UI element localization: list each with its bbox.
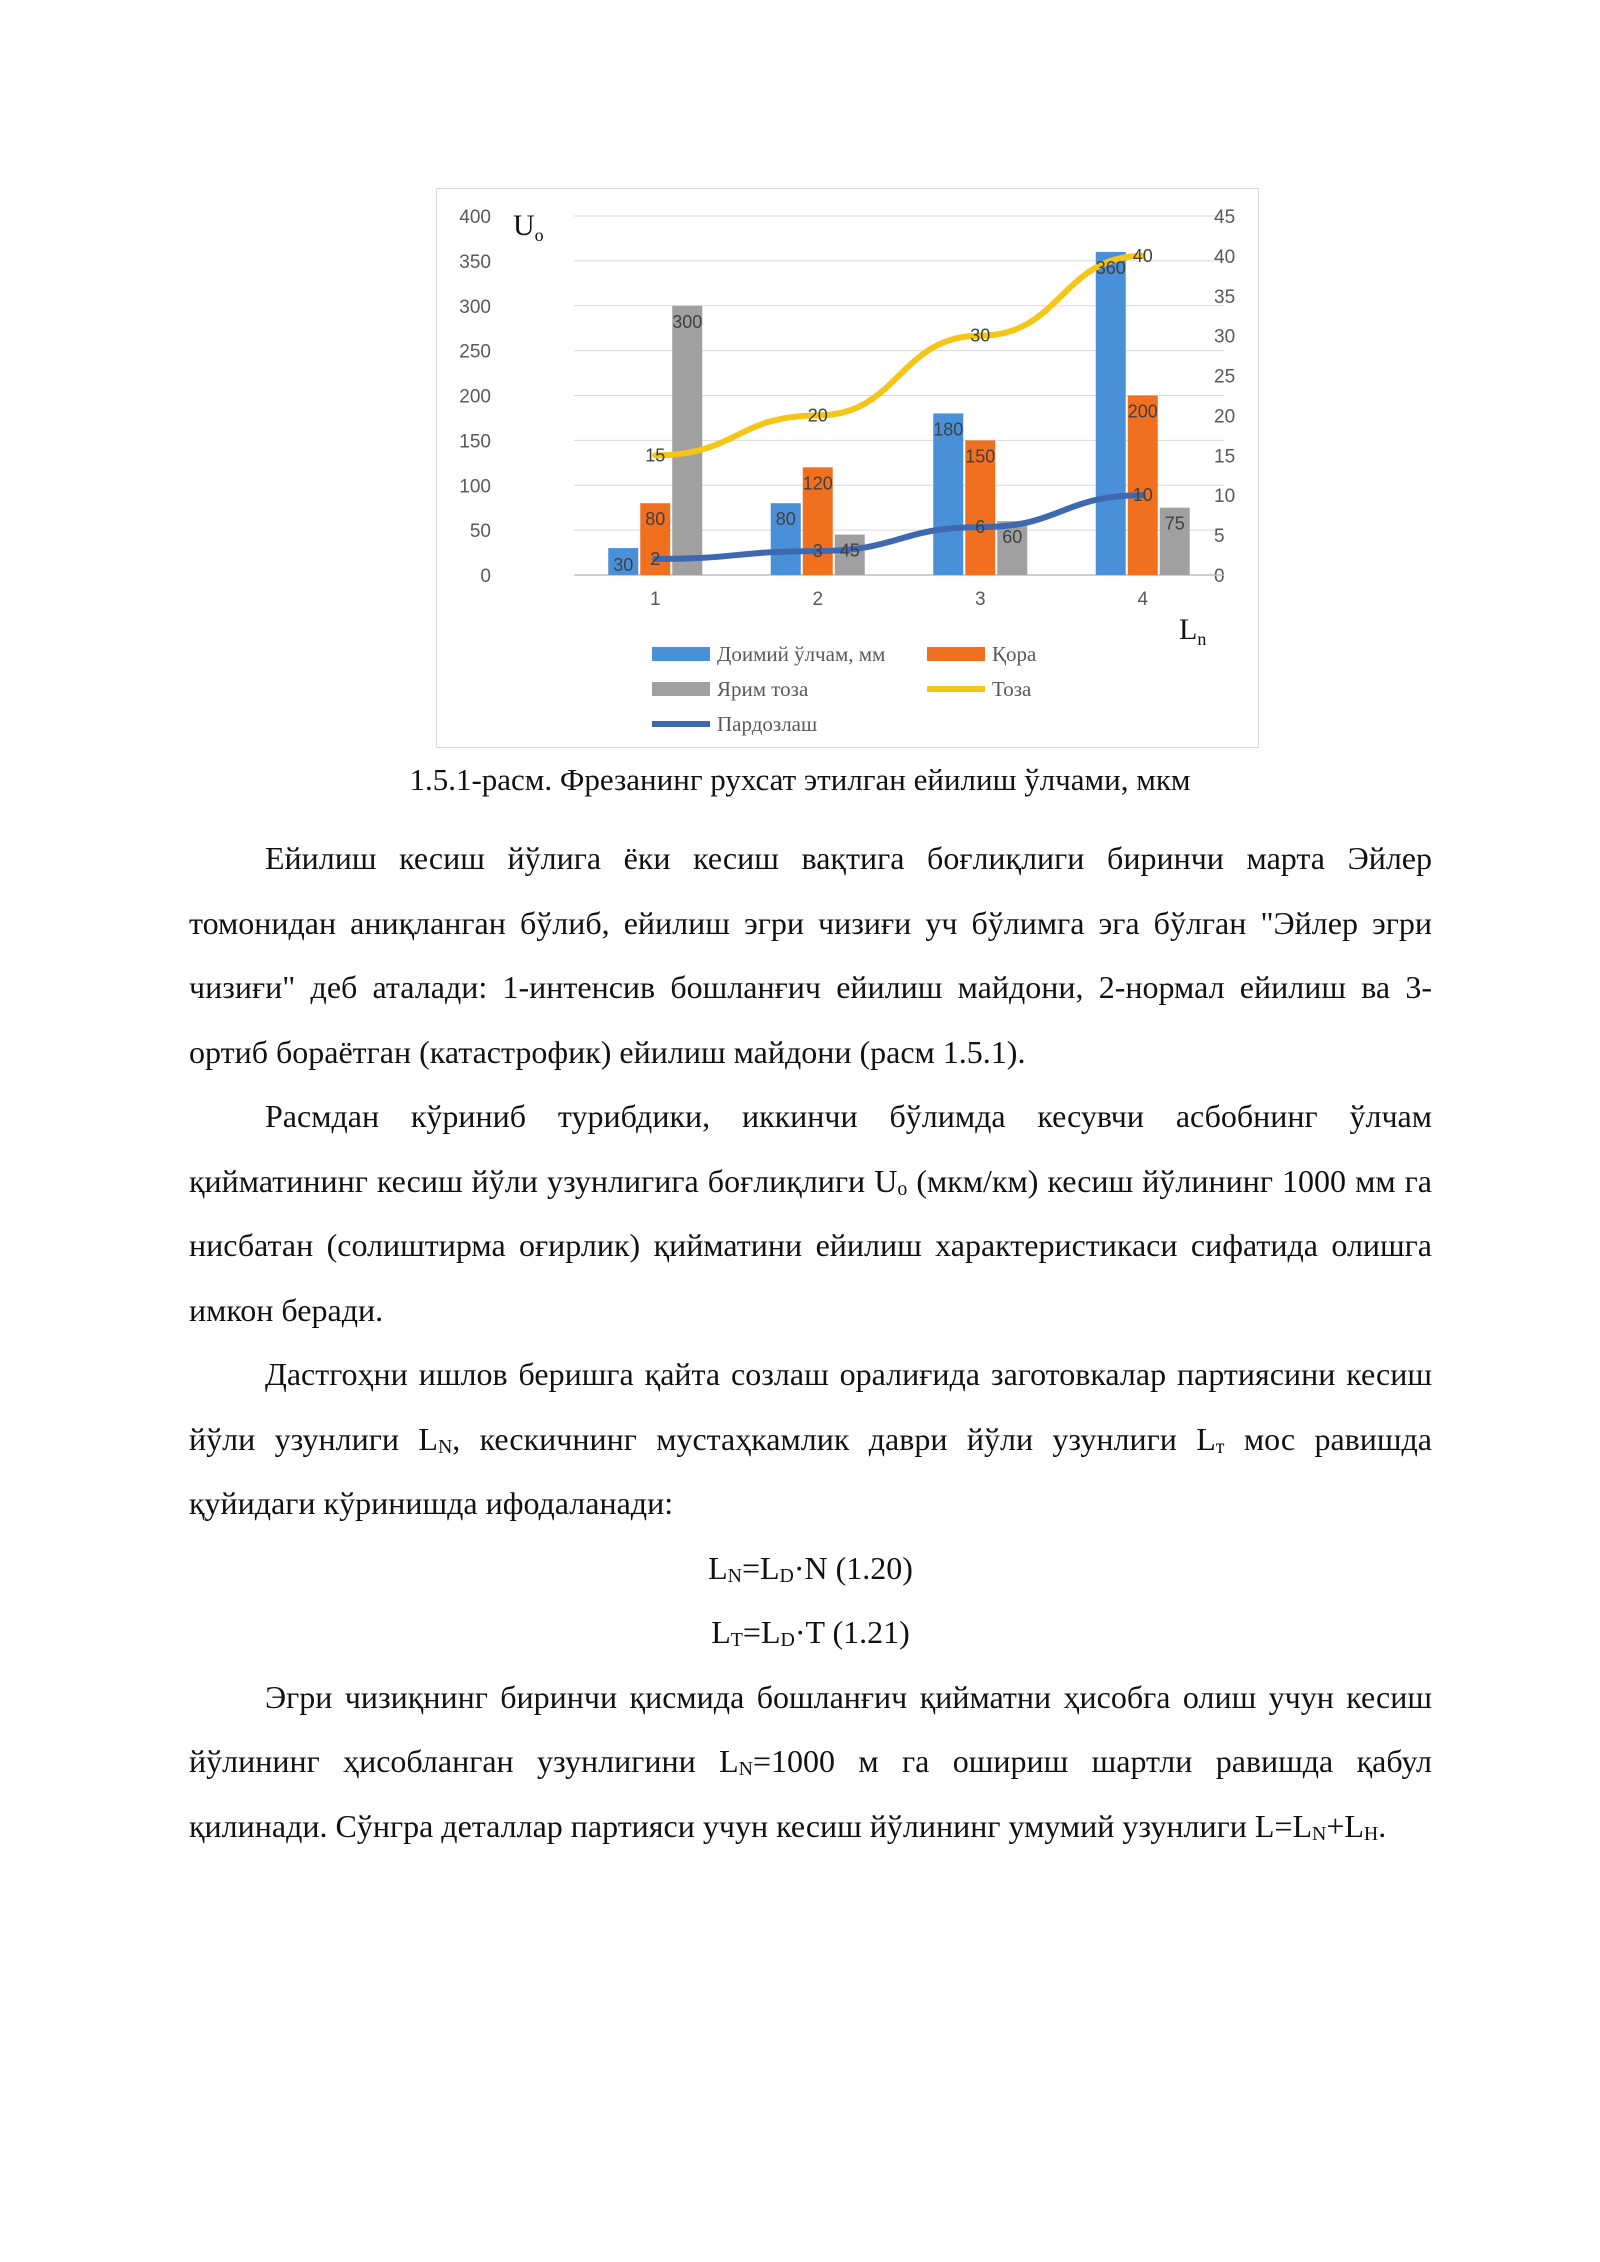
x-tick-label: 4 xyxy=(1137,589,1149,610)
x-tick-label: 3 xyxy=(974,589,986,610)
x-tick-label: 1 xyxy=(649,589,661,610)
line-data-label: 40 xyxy=(1132,245,1153,266)
bar-data-label: 75 xyxy=(1164,513,1185,534)
line-data-label: 15 xyxy=(645,445,666,466)
y-tick-right: 35 xyxy=(1214,286,1236,308)
bar-data-label: 45 xyxy=(839,540,860,561)
line-data-label: 20 xyxy=(807,405,828,426)
y-tick-left: 200 xyxy=(459,386,491,408)
y-tick-right: 15 xyxy=(1214,446,1236,468)
bar-data-label: 150 xyxy=(965,446,996,467)
line-data-label: 3 xyxy=(812,541,823,562)
y-tick-right: 5 xyxy=(1214,526,1225,548)
bar-data-label: 180 xyxy=(933,419,964,440)
paragraph-4: Эгри чизиқнинг биринчи қисмида бошланғич қийматни ҳисобга олиш учун кесиш йўлининг ҳисобланган узунлигини $L_N=1000$ м га ошириш шартли равишда қабул қилинади. Сўнгра деталлар партияси учун кесиш йўлининг умумий узунлиги $L=L_N+L_H$. xyxy=(189,1678,1433,1845)
bar-data-label: 300 xyxy=(672,311,703,332)
bar-data-label: 80 xyxy=(775,509,796,530)
y-tick-right: 0 xyxy=(1214,566,1225,587)
legend-swatch xyxy=(652,647,710,661)
bar-3-1 xyxy=(672,306,702,575)
y-tick-right: 40 xyxy=(1214,246,1236,268)
y-tick-right: 30 xyxy=(1214,326,1236,348)
line-data-label: 6 xyxy=(975,517,986,538)
y-tick-left: 100 xyxy=(459,476,491,498)
y-axis-title: $U_o$ xyxy=(513,209,544,245)
legend-label: Ярим тоза xyxy=(717,677,809,701)
paragraph-3: Дастгоҳни ишлов беришга қайта созлаш оралиғида заготовкалар партиясини кесиш йўли узунлиги $L_N$, кескичнинг мустаҳкамлик даври йўли узунлиги $L_т$ мос равишда қуйидаги кўринишда ифодаланади: xyxy=(189,1356,1433,1521)
y-tick-left: 0 xyxy=(480,566,491,587)
line-data-label: 30 xyxy=(970,325,991,346)
chart-container xyxy=(436,188,1259,748)
x-axis-title: $L_n$ xyxy=(1179,613,1207,649)
y-tick-left: 350 xyxy=(459,251,491,273)
y-tick-left: 300 xyxy=(459,296,491,318)
combo-chart xyxy=(437,189,1260,749)
y-tick-right: 25 xyxy=(1214,366,1236,388)
bar-data-label: 200 xyxy=(1127,401,1158,422)
y-axis-title-sub: o xyxy=(534,225,544,245)
line-1 xyxy=(655,256,1143,455)
bar-data-label: 60 xyxy=(1002,527,1023,548)
y-tick-left: 50 xyxy=(469,521,491,543)
paragraph-2: Расмдан кўриниб турибдики, иккинчи бўлимда кесувчи асбобнинг ўлчам қийматининг кесиш йўли узунлигига боғлиқлиги $U_o$ (мкм/км) кесиш йўлининг 1000 мм га нисбатан (солиштирма оғирлик) қийматини ейилиш характеристикаси сифатида олишга имкон беради. xyxy=(189,1098,1433,1328)
legend-label: Пардозлаш xyxy=(717,712,818,736)
x-axis-title-sub: n xyxy=(1197,629,1207,649)
bar-data-label: 120 xyxy=(802,473,833,494)
line-data-label: 2 xyxy=(650,549,661,570)
y-tick-left: 150 xyxy=(459,431,491,453)
bar-data-label: 30 xyxy=(613,555,634,575)
legend-swatch xyxy=(652,682,710,696)
legend-label: Қора xyxy=(992,642,1037,666)
y-tick-right: 10 xyxy=(1214,486,1236,508)
formula-1-21: $L_T=L_D\cdot T$ (1.21) xyxy=(711,1614,910,1651)
y-tick-left: 400 xyxy=(459,207,491,228)
y-tick-right: 45 xyxy=(1214,207,1236,228)
legend-swatch xyxy=(927,647,985,661)
x-tick-label: 2 xyxy=(812,589,824,610)
line-2 xyxy=(655,495,1143,562)
paragraph-1: Ейилиш кесиш йўлига ёки кесиш вақтига боғлиқлиги биринчи марта Эйлер томонидан аниқланган бўлиб, ейилиш эгри чизиғи уч бўлимга эга бўлган "Эйлер эгри чизиғи" деб аталади: 1-интенсив бошланғич ейилиш майдони, 2-нормал ейилиш ва 3-ортиб бораётган (катастрофик) ейилиш майдони (расм 1.5.1). xyxy=(189,840,1432,1070)
line-data-label: 10 xyxy=(1132,485,1153,506)
bar-1-4 xyxy=(1096,252,1126,575)
y-tick-left: 250 xyxy=(459,341,491,363)
bar-data-label: 80 xyxy=(645,509,666,530)
legend-label: Доимий ўлчам, мм xyxy=(717,642,886,666)
legend-label: Тоза xyxy=(992,677,1032,701)
formula-1-20: $L_N=L_D\cdot N$ (1.20) xyxy=(708,1549,913,1587)
body-text xyxy=(189,826,1432,1858)
y-tick-right: 20 xyxy=(1214,406,1236,428)
figure-caption: 1.5.1-расм. Фрезанинг рухсат этилган ейилиш ўлчами, мкм xyxy=(409,762,1191,797)
bar-data-label: 360 xyxy=(1095,257,1126,278)
